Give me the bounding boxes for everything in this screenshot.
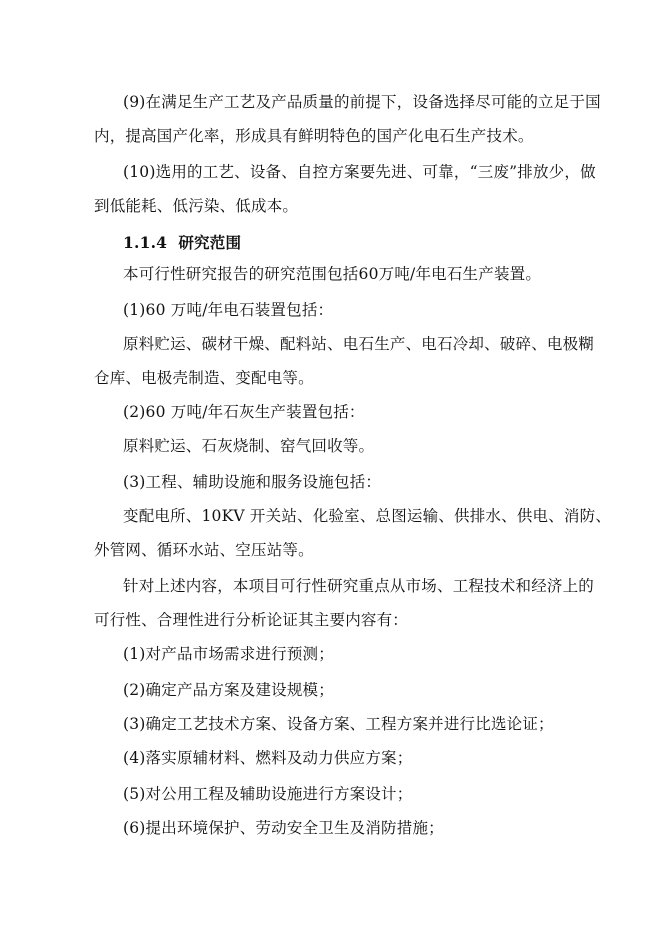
content-item-5: (5)对公用工程及辅助设施进行方案设计； bbox=[123, 785, 413, 803]
item-3-heading: (3)工程、辅助设施和服务设施包括： bbox=[123, 473, 382, 491]
item-3-content-line-1: 变配电所、10KV 开关站、化验室、总图运输、供排水、供电、消防、 bbox=[123, 507, 612, 525]
item-2-heading: (2)60 万吨/年石灰生产装置包括： bbox=[123, 403, 365, 421]
summary-line-1: 针对上述内容，本项目可行性研究重点从市场、工程技术和经济上的 bbox=[123, 577, 595, 595]
section-heading bbox=[123, 233, 241, 253]
item-1-content-line-1: 原料贮运、碳材干燥、配料站、电石生产、电石冷却、破碎、电极糊 bbox=[123, 335, 595, 353]
item-1-heading: (1)60 万吨/年电石装置包括： bbox=[123, 301, 334, 319]
section-title: 研究范围 bbox=[178, 233, 242, 252]
scope-intro: 本可行性研究报告的研究范围包括60万吨/年电石生产装置。 bbox=[123, 265, 542, 283]
section-number: 1.1.4 bbox=[123, 233, 168, 252]
summary-line-2: 可行性、合理性进行分析论证其主要内容有： bbox=[94, 611, 409, 629]
content-item-4: (4)落实原辅材料、燃料及动力供应方案； bbox=[123, 749, 413, 767]
content-item-6: (6)提出环境保护、劳动安全卫生及消防措施； bbox=[123, 819, 444, 837]
item-2-content: 原料贮运、石灰烧制、窑气回收等。 bbox=[123, 437, 375, 455]
content-item-1: (1)对产品市场需求进行预测； bbox=[123, 645, 334, 663]
paragraph-9-line-2: 内，提高国产化率，形成具有鲜明特色的国产化电石生产技术。 bbox=[94, 127, 534, 145]
content-item-3: (3)确定工艺技术方案、设备方案、工程方案并进行比选论证； bbox=[123, 715, 554, 733]
item-3-content-line-2: 外管网、循环水站、空压站等。 bbox=[94, 541, 314, 559]
item-1-content-line-2: 仓库、电极壳制造、变配电等。 bbox=[94, 369, 314, 387]
paragraph-10-line-2: 到低能耗、低污染、低成本。 bbox=[94, 197, 299, 215]
paragraph-10-line-1: (10)选用的工艺、设备、自控方案要先进、可靠，“三废”排放少，做 bbox=[123, 163, 596, 181]
content-item-2: (2)确定产品方案及建设规模； bbox=[123, 681, 334, 699]
paragraph-9-line-1: (9)在满足生产工艺及产品质量的前提下，设备选择尽可能的立足于国 bbox=[123, 93, 601, 111]
